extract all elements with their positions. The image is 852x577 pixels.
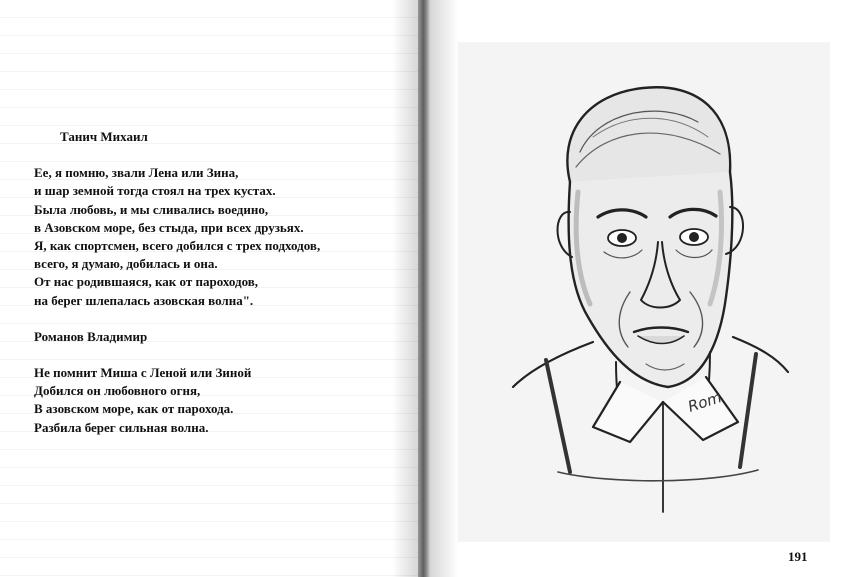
- portrait-drawing: [458, 42, 830, 542]
- poem-line: В азовском море, как от парохода.: [34, 401, 234, 417]
- right-page-shadow: [430, 0, 458, 577]
- poem-line: Ее, я помню, звали Лена или Зина,: [34, 165, 239, 181]
- page-number: 191: [788, 549, 808, 564]
- poem-line: всего, я думаю, добилась и она.: [34, 256, 218, 272]
- poem-line: Не помнит Миша с Леной или Зиной: [34, 365, 252, 381]
- poem-romanov: [34, 364, 404, 437]
- poem-tanich: [34, 164, 404, 310]
- poem-line: Добился он любовного огня,: [34, 383, 201, 399]
- poem-line: в Азовском море, без стыда, при всех друзьях.: [34, 219, 304, 235]
- poem-line: Разбила берег сильная волна.: [34, 419, 209, 435]
- poem-line: на берег шлепалась азовская волна".: [34, 292, 254, 308]
- poem-line: Я, как спортсмен, всего добился с трех подходов,: [34, 238, 321, 254]
- author-heading-romanov: Романов Владимир: [34, 328, 148, 344]
- portrait-caricature: [458, 42, 830, 542]
- author-heading-tanich: Танич Михаил: [60, 129, 148, 144]
- artist-signature: Rom: [685, 388, 724, 416]
- poem-line: От нас родившаяся, как от пароходов,: [34, 274, 259, 290]
- poem-line: и шар земной тогда стоял на трех кустах.: [34, 183, 276, 199]
- poem-text-block: [34, 128, 404, 437]
- poem-line: Была любовь, и мы сливались воедино,: [34, 201, 269, 217]
- book-gutter: [418, 0, 430, 577]
